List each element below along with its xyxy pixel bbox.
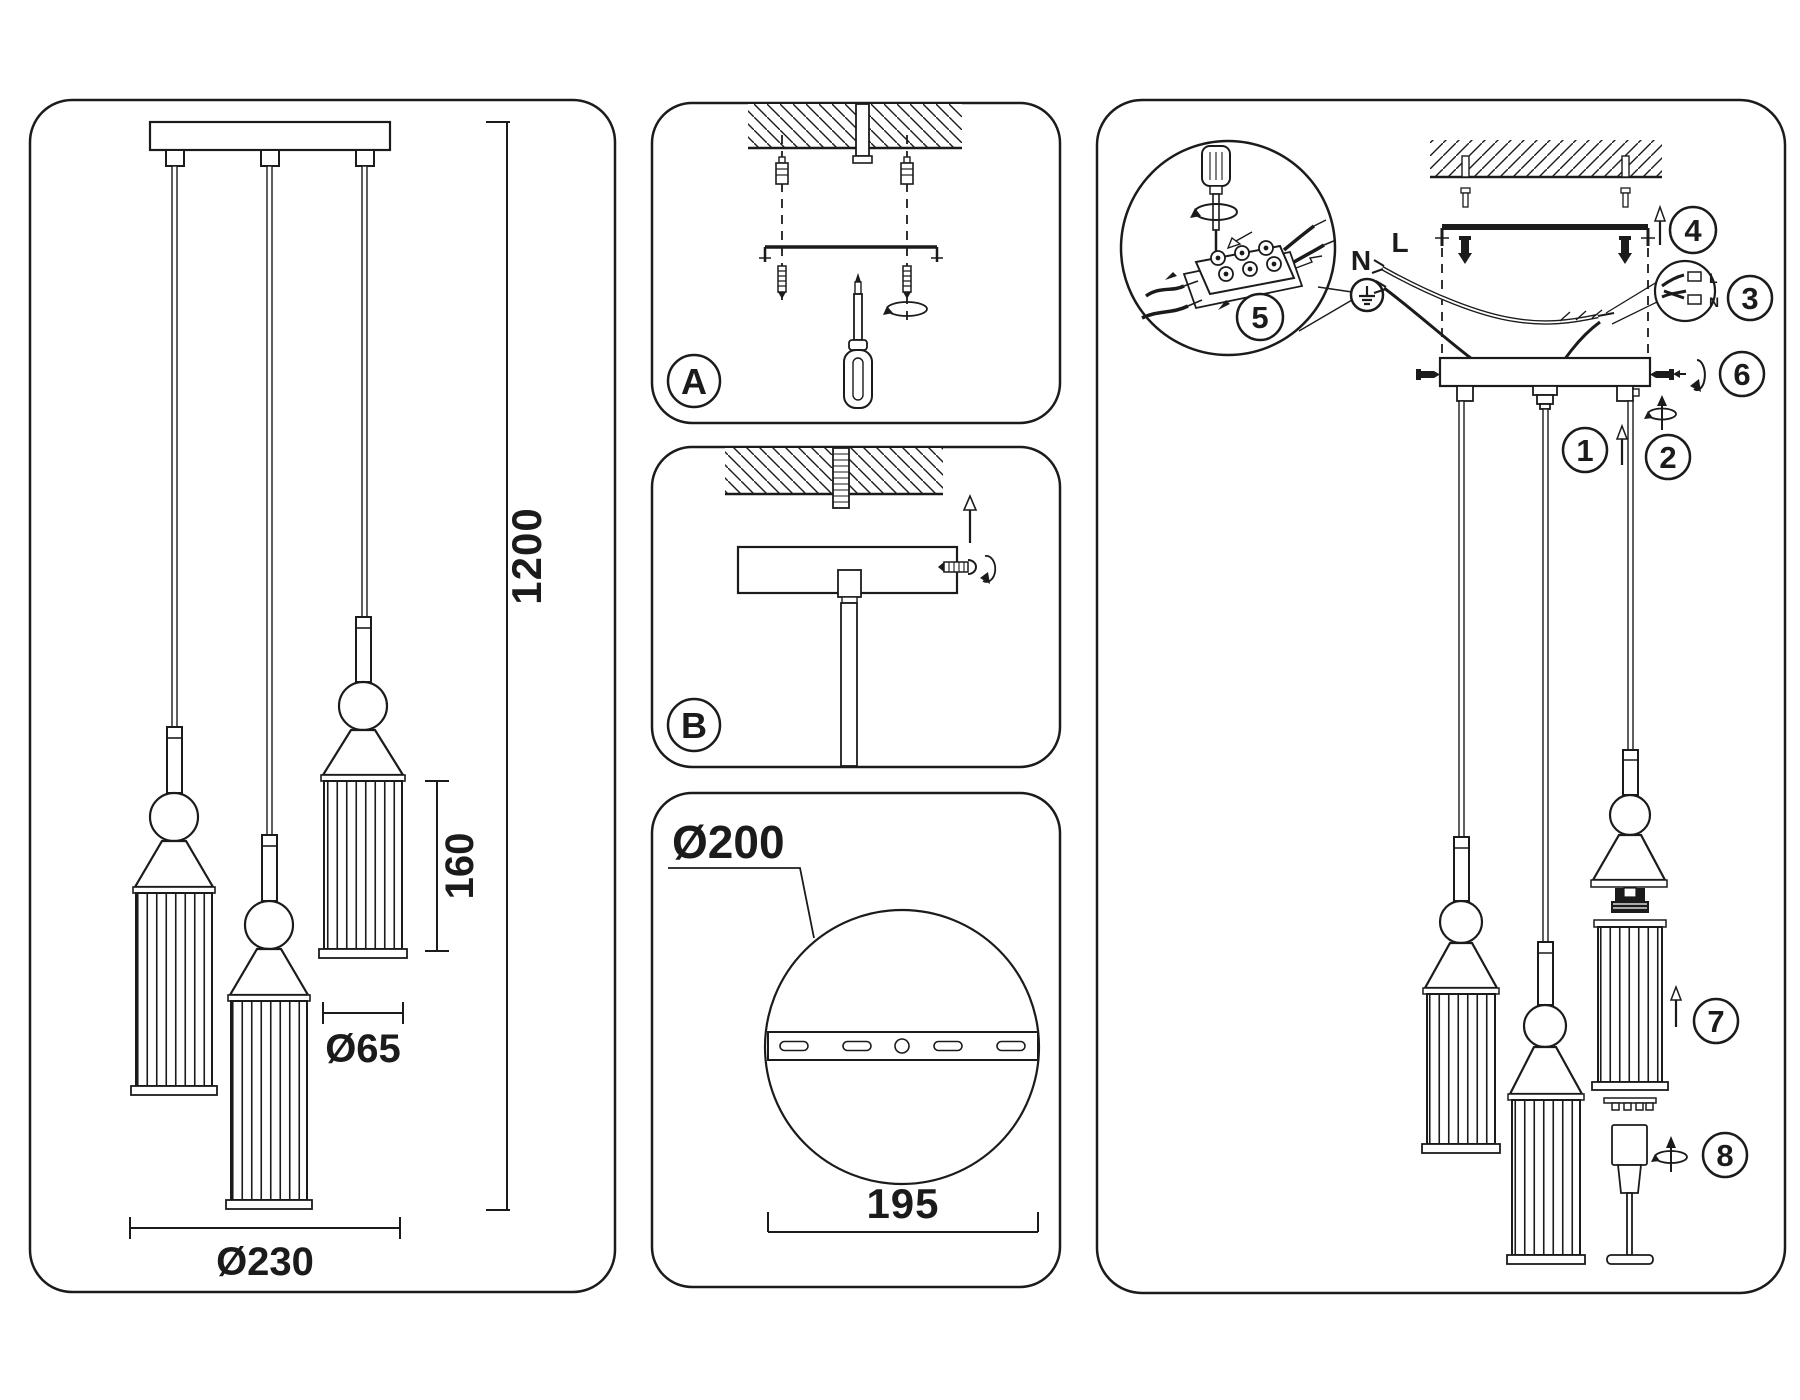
bracket-slot (843, 1042, 871, 1051)
ceiling-slot (1622, 156, 1629, 177)
dim-label-shade-diameter: Ø65 (325, 1027, 401, 1071)
bracket-center-hole (895, 1039, 909, 1053)
threaded-rod (833, 448, 849, 508)
dim-label-shade-height: 160 (438, 832, 482, 900)
lamp-socket-thread (1611, 888, 1649, 913)
canopy (1440, 358, 1650, 386)
svg-text:6: 6 (1733, 357, 1751, 392)
mains-cable (856, 104, 869, 156)
svg-text:1: 1 (1576, 433, 1594, 468)
step-a-badge (668, 355, 720, 407)
decor-sphere (339, 682, 387, 730)
ceiling-hatch (748, 104, 962, 148)
canopy-diameter-label: Ø200 (672, 816, 785, 868)
suspension-stem (841, 603, 857, 766)
svg-text:7: 7 (1707, 1004, 1725, 1039)
callout-2 (1646, 435, 1690, 479)
panel-canopy-detail (652, 793, 1060, 1287)
bracket-slot (934, 1042, 962, 1051)
panel-assembly (1097, 100, 1785, 1293)
ribbed-shade (324, 781, 402, 949)
panel-step-b (652, 447, 1060, 767)
connector-label-live: L (1709, 270, 1718, 286)
wire-label-neutral: N (1350, 245, 1372, 276)
svg-text:3: 3 (1741, 281, 1759, 316)
step-b-badge (668, 699, 720, 751)
wire-label-live: L (1391, 227, 1409, 258)
callout-6 (1720, 352, 1764, 396)
svg-text:8: 8 (1716, 1138, 1734, 1173)
ceiling-slot (1462, 156, 1469, 177)
dim-label-overall-diameter: Ø230 (216, 1240, 314, 1284)
bracket-screw-right (903, 266, 911, 299)
step-b-label: B (681, 705, 707, 746)
callout-4 (1670, 207, 1716, 253)
callout-5 (1237, 294, 1283, 340)
dim-label-height: 1200 (503, 507, 550, 605)
connector-label-neutral: N (1709, 294, 1720, 310)
bracket-slot (997, 1042, 1025, 1051)
callout-7 (1694, 999, 1738, 1043)
svg-text:5: 5 (1251, 300, 1269, 335)
decor-sphere (150, 793, 198, 841)
svg-text:4: 4 (1684, 213, 1702, 248)
ground-screw-icon (1351, 279, 1383, 311)
ribbed-shade (136, 893, 212, 1086)
dim-label-bracket-width: 195 (866, 1180, 940, 1227)
retainer-ring (1604, 1098, 1656, 1110)
canopy-bracket (768, 1032, 1038, 1060)
ribbed-shade (231, 1001, 307, 1200)
panel-dimensions (30, 100, 615, 1292)
decor-sphere (245, 901, 293, 949)
panel-step-a (652, 103, 1060, 423)
cord-gland (838, 570, 861, 603)
bracket-slot (780, 1042, 808, 1051)
callout-8 (1703, 1133, 1747, 1177)
panel-dimensions-border (30, 100, 615, 1292)
callout-1 (1563, 428, 1607, 472)
callout-3 (1728, 276, 1772, 320)
bracket-screw-left (778, 266, 786, 299)
shade-separated (1592, 920, 1668, 1090)
cord-lock-left (1457, 386, 1473, 401)
svg-text:2: 2 (1659, 440, 1677, 475)
step-a-label: A (681, 361, 707, 402)
